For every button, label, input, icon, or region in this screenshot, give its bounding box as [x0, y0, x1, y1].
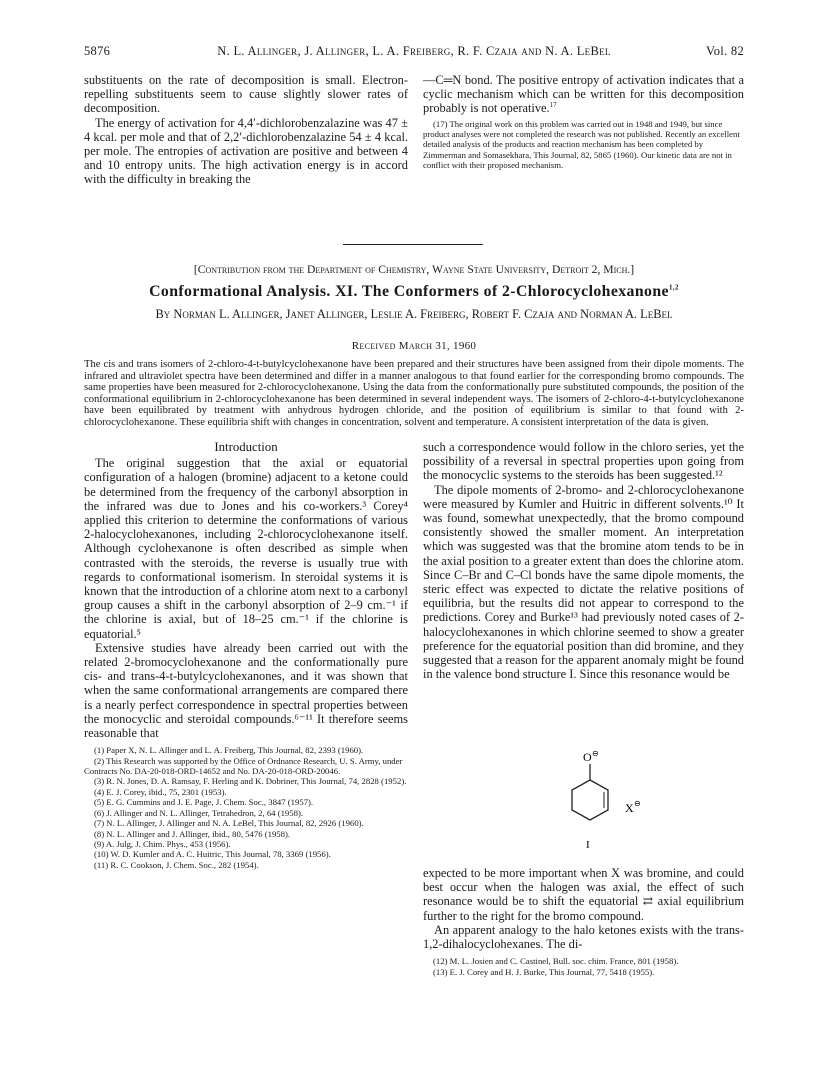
abstract: The cis and trans isomers of 2-chloro-4-t-butylcyclohexanone have been prepared and their structures have been assigned from their dipole moments. The infrared and ultraviolet spectra have been determined and differ in a manner analogous to that found earlier for the corresponding bromo compounds. The same properties have been measured for 2-chlorocyclohexanone. Using the data from the conformationally pure substituted compounds, the position of the conformational equilibrium in 2-chlorocyclohexanone has been determined in several independent ways. The isomers of 2-chloro-4-t-butylcyclohexanone have been equilibrated by treatment with anhydrous hydrogen chloride, and the position of equilibrium is similar to that found with 2-chlorocyclohexanone. These equilibria shift with changes in concentration, solvent and temperature. A consistent interpretation of the data is given.	[84, 359, 744, 428]
footnote-10: (10) W. D. Kumler and A. C. Huitric, This Journal, 78, 3369 (1956).	[94, 849, 331, 860]
right-paragraph-4: An apparent analogy to the halo ketones exists with the trans-1,2-dihalocyclohexanes. The di-	[423, 922, 744, 952]
byline: By Norman L. Allinger, Janet Allinger, Leslie A. Freiberg, Robert F. Czaja and Norman A. LeBel	[155, 307, 673, 321]
footnote-3: (3) R. N. Jones, D. A. Ramsay, F. Herling and K. Dobriner, This Journal, 74, 2828 (1952).	[94, 776, 407, 787]
footnote-ref-17[interactable]: 17	[549, 101, 557, 110]
right-column	[423, 440, 744, 681]
top-left-column	[84, 73, 408, 187]
cyclohexanone-ring	[572, 764, 608, 820]
footnote-17: (17) The original work on this problem was carried out in 1948 and 1949, but since product analyses were not completed the research was not published. Recently an excellent detailed analysis of the products and reaction mechanism has been completed by Zimmerman and Somasekhara, This Journal, 82, 5865 (1960). Our kinetic data are not in conflict with their proposed mechanism.	[423, 118, 740, 171]
title-footnote-refs[interactable]: 1,2	[668, 283, 679, 292]
left-footnotes	[84, 745, 408, 870]
intro-paragraph-2: Extensive studies have already been carried out with the related 2-bromocyclohexanone and the conformationally pure cis- and trans-4-t-butylcyclohexanones, and it was shown that when the same conformational arrangements are compared there is a nearly perfect correspondence in spectral properties between the monocyclic and steroidal compounds.⁶⁻¹¹ It therefore seems reasonable that	[84, 640, 408, 741]
intro-heading: Introduction	[214, 440, 278, 454]
footnote-7: (7) N. L. Allinger, J. Allinger and N. A. LeBel, This Journal, 82, 2926 (1960).	[94, 818, 364, 829]
footnote-11: (11) R. C. Cookson, J. Chem. Soc., 282 (1954).	[94, 859, 259, 870]
section-divider	[343, 244, 483, 245]
intro-paragraph-1: The original suggestion that the axial or equatorial configuration of a halogen (bromine) adjacent to a ketone could be determined from the frequency of the carbonyl absorption in the infrared was due to Jones and his co-workers.³ Corey⁴ applied this criterion to determine the conformations of various 2-halocyclohexanones, including 2-chlorocyclohexanone itself. Although cyclohexanone is often described as simple when contrasted with the steroids, the reverse is usually true with regards to conformational isomerism. In steroidal systems it is known that the introduction of a chlorine atom next to a carbonyl group causes a shift in the carbonyl absorption of 2–9 cm.⁻¹ if the chlorine is axial, but of 18–25 cm.⁻¹ if the chlorine is equatorial.⁵	[84, 456, 408, 641]
contribution-line: [Contribution from the Department of Chemistry, Wayne State University, Detroit 2, Mich.]	[193, 263, 635, 276]
footnote-2: (2) This Research was supported by the Office of Ordnance Research, U. S. Army, under Contracts No. DA-20-018-ORD-14652 and No. DA-20-018-ORD-20046.	[84, 755, 403, 777]
top-left-paragraph-2: The energy of activation for 4,4′-dichlorobenzalazine was 47 ± 4 kcal. per mole and that of 2,2′-dichlorobenzalazine 54 ± 4 kcal. per mole. The entropies of activation are positive and between 4 and 10 entropy units. The high activation energy is in accord with the difficulty in breaking the	[84, 115, 408, 187]
structure-I-diagram	[565, 750, 665, 860]
oxygen-charge: ⊖	[592, 750, 599, 758]
article-title: Conformational Analysis. XI. The Conformers of 2-Chlorocyclohexanone$^{1,2}$	[149, 283, 679, 300]
footnote-12: (12) M. L. Josien and C. Castinel, Bull. soc. chim. France, 801 (1958).	[433, 956, 679, 967]
halogen-charge: ⊖	[634, 799, 641, 808]
compound-label: I	[586, 839, 590, 851]
volume-label: Vol. 82	[706, 44, 744, 58]
page-number: 5876	[84, 44, 111, 58]
footnote-9: (9) A. Julg, J. Chim. Phys., 453 (1956).	[94, 838, 231, 849]
footnote-8: (8) N. L. Allinger and J. Allinger, ibid., 80, 5476 (1958).	[94, 828, 291, 839]
intro-column	[84, 440, 408, 870]
right-footnotes	[423, 956, 744, 977]
footnote-13: (13) E. J. Corey and H. J. Burke, This Journal, 77, 5418 (1955).	[433, 966, 655, 977]
halogen-label: X	[625, 801, 634, 815]
footnote-1: (1) Paper X, N. L. Allinger and L. A. Freiberg, This Journal, 82, 2393 (1960).	[94, 745, 364, 756]
oxygen-label: O	[583, 750, 592, 764]
top-right-paragraph-1: —C═N bond. The positive entropy of activation indicates that a cyclic mechanism which can be written for this decomposition probably is not operative.$^{17}$	[423, 73, 744, 116]
top-left-paragraph-1: substituents on the rate of decomposition is small. Electron-repelling substituents seem to cause slightly slower rates of decomposition.	[84, 73, 408, 116]
right-paragraph-1: such a correspondence would follow in the chloro series, yet the possibility of a reversal in spectral properties upon going from the monocyclic systems to the steroids has been suggested.¹²	[423, 440, 744, 483]
footnote-4: (4) E. J. Corey, ibid., 75, 2301 (1953).	[94, 786, 227, 797]
right-paragraph-2: The dipole moments of 2-bromo- and 2-chlorocyclohexanone were measured by Kumler and Huitric in different solvents.¹⁰ It was found, somewhat unexpectedly, that the bromo compound consistently showed the smaller moment. An interpretation which was suggested was that the bromine atom tends to be in the axial position to a greater extent than does the chlorine atom. Since C–Br and C–Cl bonds have the same dipole moments, the steric effect was expected to dictate the relative positions of equilibria, but the results did not appear to correspond to the predictions. Corey and Burke¹³ had previously noted cases of 2-halocyclohexanones in which chlorine seemed to show a greater preference for the equatorial position than did bromine, and they suggested that a reason for the apparent anomaly might be found in the valence bond structure I. Since this resonance would be	[423, 482, 744, 682]
running-authors: N. L. Allinger, J. Allinger, L. A. Freiberg, R. F. Czaja and N. A. LeBel	[217, 44, 611, 58]
footnote-6: (6) J. Allinger and N. L. Allinger, Tetrahedron, 2, 64 (1958).	[94, 807, 304, 818]
right-column-lower	[423, 866, 744, 977]
received-date: Received March 31, 1960	[351, 340, 477, 352]
top-right-column	[423, 73, 744, 171]
right-paragraph-3: expected to be more important when X was bromine, and could best occur when the halogen was axial, the effect of such resonance would be to shift the equatorial ⇄ axial equilibrium further to the right for the bromo compound.	[423, 866, 744, 923]
running-header	[84, 44, 744, 60]
footnote-5: (5) E. G. Cummins and J. E. Page, J. Chem. Soc., 3847 (1957).	[94, 797, 314, 808]
